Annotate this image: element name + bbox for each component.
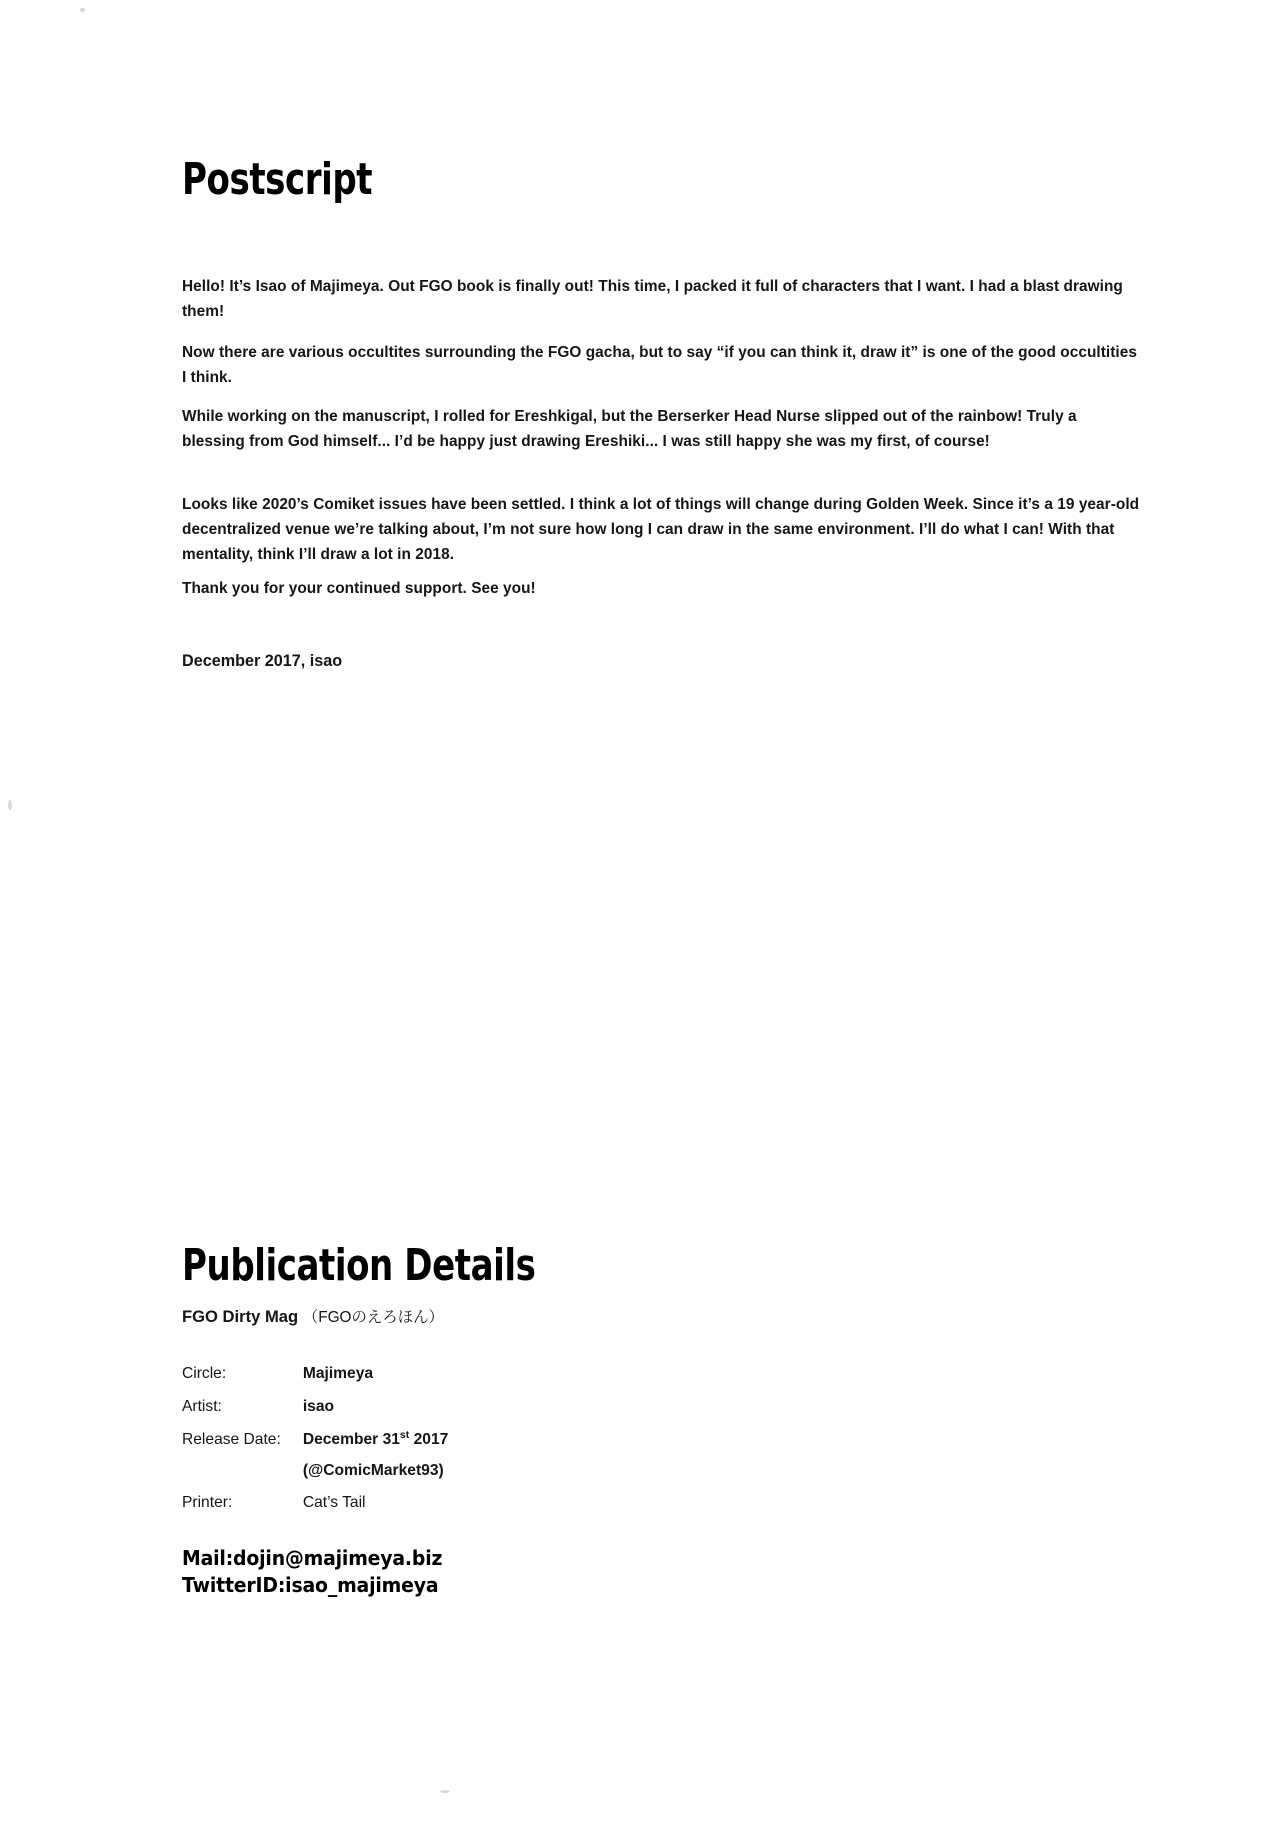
postscript-paragraph-2: Now there are various occultites surrounding the FGO gacha, but to say “if you can think it, draw it” is one of the good occultities I think. <box>182 344 1137 386</box>
publication-title-en: FGO Dirty Mag <box>182 1307 299 1326</box>
publication-details-table <box>182 1357 448 1519</box>
release-date-label: Release Date: <box>182 1431 281 1448</box>
scan-speck <box>80 8 85 12</box>
printer-label: Printer: <box>182 1494 233 1511</box>
scan-speck <box>440 1790 450 1793</box>
postscript-paragraph-3: While working on the manuscript, I rolled for Ereshkigal, but the Berserker Head Nurse slipped out of the rainbow! Truly a blessing from God himself... I’d be happy just drawing Ereshiki... I was still happy she was my first, of course! <box>182 408 1077 450</box>
contact-twitter[interactable]: TwitterID:isao_majimeya <box>182 1573 439 1597</box>
scan-speck <box>8 800 12 810</box>
postscript-paragraph-1: Hello! It’s Isao of Majimeya. Out FGO book is finally out! This time, I packed it full of characters that I want. I had a blast drawing them! <box>182 278 1123 320</box>
artist-label: Artist: <box>182 1398 222 1415</box>
table-row <box>182 1423 448 1486</box>
release-date-value <box>303 1423 448 1486</box>
publication-title-jp: （FGOのえろほん） <box>302 1309 444 1326</box>
postscript-paragraph-4: Looks like 2020’s Comiket issues have been settled. I think a lot of things will change during Golden Week. Since it’s a 19 year-old decentralized venue we’re talking about, I’m not sure how long I can draw in the same environment. I’ll do what I can! With that mentality, think I’ll draw a lot in 2018. <box>182 496 1140 563</box>
release-event: (@ComicMarket93) <box>302 1462 444 1479</box>
publication-details-heading: Publication Details <box>182 1240 536 1292</box>
publication-title <box>182 1305 444 1327</box>
circle-label: Circle: <box>182 1365 227 1382</box>
release-date-main: December 31 <box>302 1431 400 1448</box>
contact-mail[interactable]: Mail:dojin@majimeya.biz <box>182 1546 443 1570</box>
table-row <box>182 1357 448 1390</box>
release-date-ordinal: st <box>399 1428 410 1441</box>
postscript-heading: Postscript <box>182 154 373 206</box>
postscript-signature: December 2017, isao <box>182 652 343 670</box>
printer-value: Cat’s Tail <box>302 1494 366 1511</box>
table-row <box>182 1390 448 1423</box>
postscript-paragraph-5: Thank you for your continued support. See you! <box>182 580 536 598</box>
circle-value: Majimeya <box>302 1365 374 1382</box>
table-row <box>182 1486 448 1519</box>
release-date-year: 2017 <box>409 1431 449 1448</box>
artist-value: isao <box>302 1398 335 1415</box>
